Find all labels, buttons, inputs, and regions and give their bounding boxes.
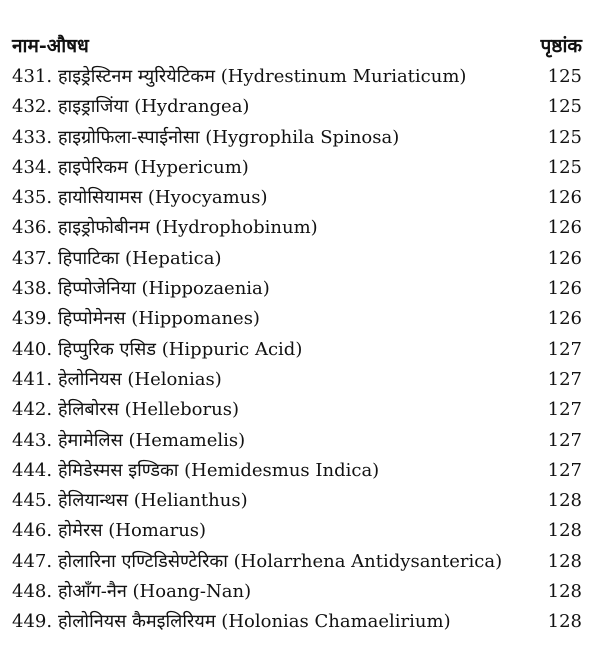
entry-page: 127 <box>547 399 582 421</box>
entry-page: 127 <box>547 459 582 481</box>
entry-page: 125 <box>547 126 582 148</box>
column-header-page: पृष्ठांक <box>540 35 582 57</box>
entry-number: 432. <box>12 96 53 118</box>
entry-page: 128 <box>547 520 582 542</box>
index-entry <box>0 456 600 486</box>
entry-name: हाइड्राजिंया (Hydrangea) <box>58 96 250 118</box>
entry-number: 446. <box>12 520 53 542</box>
index-entry <box>0 62 600 92</box>
index-entry <box>0 365 600 395</box>
entry-number: 438. <box>12 278 53 300</box>
entry-page: 125 <box>547 96 582 118</box>
index-header <box>0 30 600 60</box>
entry-number: 441. <box>12 368 53 390</box>
index-entry <box>0 547 600 577</box>
index-entry <box>0 183 600 213</box>
entry-name: हिप्पोजेनिया (Hippozaenia) <box>58 278 270 300</box>
entry-page: 125 <box>547 66 582 87</box>
entry-name: हायोसियामस (Hyocyamus) <box>58 187 268 209</box>
entry-number: 448. <box>12 581 53 603</box>
entry-page: 127 <box>547 338 582 360</box>
entry-name: होलोनियस कैमइलिरियम (Holonias Chamaelirium) <box>58 611 451 633</box>
entry-number: 440. <box>12 338 53 360</box>
index-entry <box>0 607 600 637</box>
entry-number: 443. <box>12 429 53 451</box>
entry-page: 127 <box>547 429 582 451</box>
entry-name: हाइड्रेस्टिनम म्युरियेटिकम (Hydrestinum Muriaticum) <box>58 66 467 87</box>
entry-page: 128 <box>547 581 582 603</box>
entry-page: 125 <box>547 156 582 178</box>
entry-name: हाइड्रोफोबीनम (Hydrophobinum) <box>58 217 318 239</box>
index-entry <box>0 213 600 243</box>
column-header-name: नाम-औषध <box>12 35 89 57</box>
index-entry <box>0 304 600 334</box>
entry-number: 442. <box>12 399 53 421</box>
index-entry <box>0 426 600 456</box>
index-entry <box>0 486 600 516</box>
entry-name: हेमिडेस्मस इण्डिका (Hemidesmus Indica) <box>58 459 380 481</box>
entry-number: 437. <box>12 247 53 269</box>
entry-number: 449. <box>12 611 53 633</box>
entry-name: हाइपेरिकम (Hypericum) <box>58 156 249 178</box>
entry-name: हेलोनियस (Helonias) <box>58 368 222 390</box>
entry-number: 439. <box>12 308 53 330</box>
entry-number: 445. <box>12 490 53 512</box>
index-entry <box>0 395 600 425</box>
entry-name: हेलिबोरस (Helleborus) <box>58 399 239 421</box>
entry-number: 433. <box>12 126 53 148</box>
entry-name: होलारिना एण्टिडिसेण्टेरिका (Holarrhena Antidysanterica) <box>58 550 503 572</box>
index-entry <box>0 577 600 607</box>
entry-name: हेलियान्थस (Helianthus) <box>58 490 248 512</box>
entry-number: 435. <box>12 187 53 209</box>
entry-page: 126 <box>547 247 582 269</box>
index-entry <box>0 244 600 274</box>
entry-page: 126 <box>547 217 582 239</box>
entry-page: 128 <box>547 490 582 512</box>
entry-name: हिपाटिका (Hepatica) <box>58 247 222 269</box>
entry-page: 128 <box>547 611 582 633</box>
entry-page: 128 <box>547 550 582 572</box>
index-entry <box>0 335 600 365</box>
entry-name: हेमामेलिस (Hemamelis) <box>58 429 246 451</box>
index-entry <box>0 274 600 304</box>
entry-name: हिप्पुरिक एसिड (Hippuric Acid) <box>58 338 303 360</box>
entry-name: हाइग्रोफिला-स्पाईनोसा (Hygrophila Spinosa) <box>58 126 400 148</box>
entry-name: हिप्पोमेनस (Hippomanes) <box>58 308 260 330</box>
entry-name: होमेरस (Homarus) <box>58 520 207 542</box>
entry-page: 127 <box>547 368 582 390</box>
entry-page: 126 <box>547 308 582 330</box>
index-entry <box>0 92 600 122</box>
entry-number: 436. <box>12 217 53 239</box>
entry-name: होआँग-नैन (Hoang-Nan) <box>58 581 252 603</box>
entry-number: 431. <box>12 66 53 87</box>
index-entry <box>0 153 600 183</box>
entry-number: 444. <box>12 459 53 481</box>
index-entry <box>0 123 600 153</box>
entry-number: 447. <box>12 550 53 572</box>
entry-page: 126 <box>547 187 582 209</box>
index-entry <box>0 516 600 546</box>
index-list <box>0 62 600 638</box>
entry-page: 126 <box>547 278 582 300</box>
entry-number: 434. <box>12 156 53 178</box>
